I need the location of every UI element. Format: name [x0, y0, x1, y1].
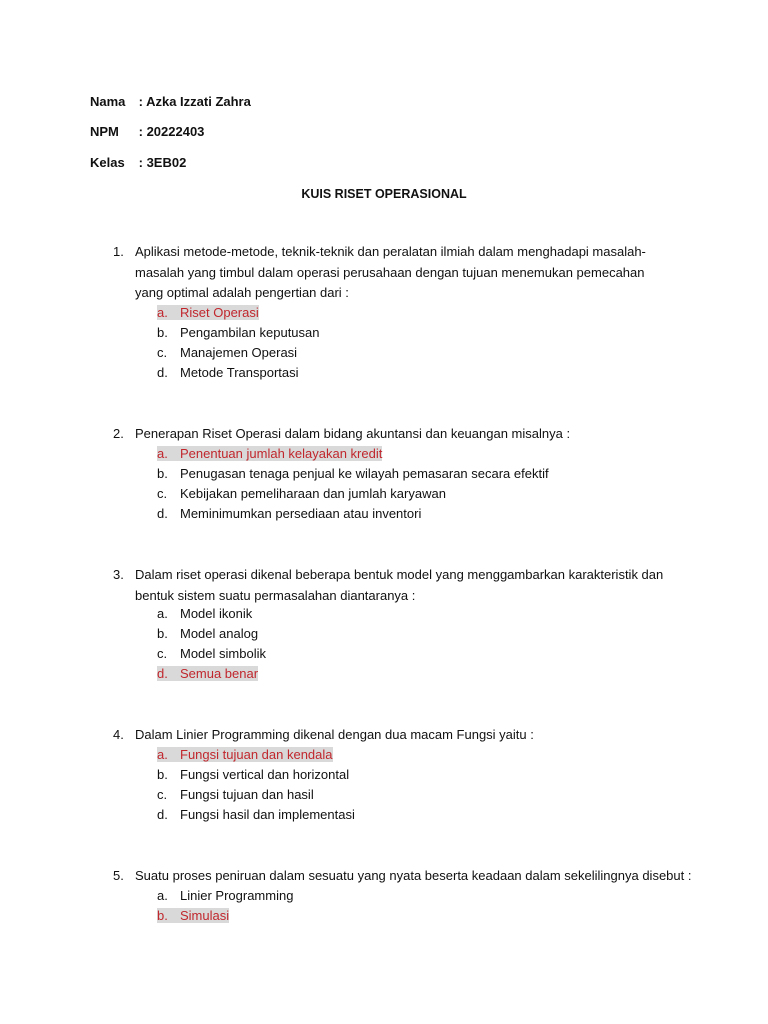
- option-a-correct: [157, 303, 320, 323]
- option-list: [157, 303, 320, 383]
- option-letter: a.: [157, 888, 168, 903]
- option-text: Model analog: [180, 626, 259, 641]
- option-text: Penentuan jumlah kelayakan kredit: [180, 446, 383, 461]
- question-number: 5.: [113, 868, 124, 883]
- option-text: Fungsi tujuan dan kendala: [180, 747, 333, 762]
- option-letter: b.: [157, 908, 168, 923]
- option-text: Model ikonik: [180, 606, 253, 621]
- option-letter: c.: [157, 646, 168, 661]
- option-text: Fungsi hasil dan implementasi: [180, 807, 355, 822]
- student-npm-row: [90, 124, 204, 140]
- npm-value: : 20222403: [138, 124, 205, 139]
- question-text: Aplikasi metode-metode, teknik-teknik dan peralatan ilmiah dalam menghadapi masalah-masalah yang timbul dalam operasi perusahaan dengan tujuan menemukan pemecahan yang optimal adalah pengertian dari :: [135, 244, 646, 300]
- option-text: Linier Programming: [180, 888, 294, 903]
- option-d: [157, 805, 355, 825]
- option-text: Meminimumkan persediaan atau inventori: [180, 506, 422, 521]
- option-c: [157, 343, 320, 363]
- option-text: Pengambilan keputusan: [180, 325, 320, 340]
- option-letter: b.: [157, 325, 168, 340]
- option-list: [157, 886, 293, 926]
- option-letter: b.: [157, 466, 168, 481]
- class-value: : 3EB02: [138, 155, 187, 170]
- option-c: [157, 644, 266, 664]
- option-letter: a.: [157, 747, 168, 762]
- option-letter: b.: [157, 767, 168, 782]
- option-text: Fungsi tujuan dan hasil: [180, 787, 314, 802]
- option-text: Fungsi vertical dan horizontal: [180, 767, 350, 782]
- quiz-title: KUIS RISET OPERASIONAL: [301, 187, 467, 201]
- question-text: Suatu proses peniruan dalam sesuatu yang nyata beserta keadaan dalam sekelilingnya disebut :: [135, 868, 692, 883]
- option-d: [157, 504, 549, 524]
- option-letter: a.: [157, 305, 168, 320]
- option-list: [157, 745, 355, 825]
- option-a-correct: [157, 444, 549, 464]
- name-value: : Azka Izzati Zahra: [138, 94, 251, 109]
- option-b: [157, 464, 549, 484]
- option-list: [157, 444, 549, 524]
- option-b: [157, 624, 266, 644]
- option-list: [157, 604, 266, 684]
- option-text: Simulasi: [180, 908, 230, 923]
- question-number: 2.: [113, 426, 124, 441]
- option-letter: d.: [157, 666, 168, 681]
- option-a-correct: [157, 745, 355, 765]
- question-number: 1.: [113, 244, 124, 259]
- option-b: [157, 765, 355, 785]
- option-text: Semua benar: [180, 666, 259, 681]
- option-letter: d.: [157, 365, 168, 380]
- question-text: Dalam Linier Programming dikenal dengan dua macam Fungsi yaitu :: [135, 727, 534, 742]
- option-b-correct: [157, 906, 293, 926]
- option-letter: c.: [157, 486, 168, 501]
- option-letter: a.: [157, 606, 168, 621]
- option-c: [157, 484, 549, 504]
- option-letter: c.: [157, 345, 168, 360]
- option-a: [157, 886, 293, 906]
- option-letter: c.: [157, 787, 168, 802]
- option-letter: b.: [157, 626, 168, 641]
- option-text: Kebijakan pemeliharaan dan jumlah karyawan: [180, 486, 446, 501]
- option-text: Riset Operasi: [180, 305, 259, 320]
- option-text: Manajemen Operasi: [180, 345, 298, 360]
- option-letter: a.: [157, 446, 168, 461]
- option-b: [157, 323, 320, 343]
- question-number: 4.: [113, 727, 124, 742]
- option-d-correct: [157, 664, 266, 684]
- option-a: [157, 604, 266, 624]
- option-d: [157, 363, 320, 383]
- option-text: Model simbolik: [180, 646, 266, 661]
- question-text: Dalam riset operasi dikenal beberapa bentuk model yang menggambarkan karakteristik dan bentuk sistem suatu permasalahan diantaranya :: [135, 567, 664, 603]
- student-name-row: [90, 94, 251, 110]
- option-text: Penugasan tenaga penjual ke wilayah pemasaran secara efektif: [180, 466, 549, 481]
- npm-label: NPM: [90, 124, 119, 139]
- option-letter: d.: [157, 807, 168, 822]
- option-c: [157, 785, 355, 805]
- question-number: 3.: [113, 567, 124, 582]
- student-class-row: [90, 155, 186, 171]
- option-text: Metode Transportasi: [180, 365, 299, 380]
- option-letter: d.: [157, 506, 168, 521]
- class-label: Kelas: [90, 155, 125, 170]
- question-text: Penerapan Riset Operasi dalam bidang akuntansi dan keuangan misalnya :: [135, 426, 571, 441]
- name-label: Nama: [90, 94, 126, 109]
